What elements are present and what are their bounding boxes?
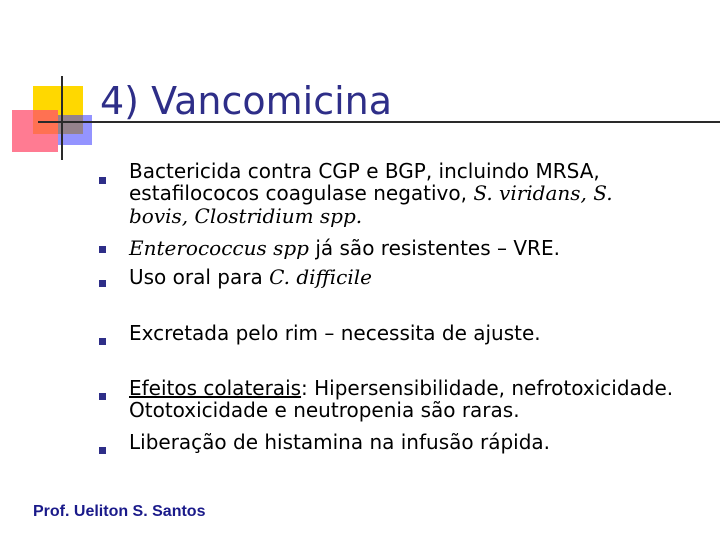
- footer-author: Prof. Ueliton S. Santos: [33, 503, 206, 520]
- bullet-text-line: Ototoxicidade e neutropenia são raras.: [129, 398, 520, 422]
- bullet-text: Excretada pelo rim – necessita de ajuste.: [129, 321, 541, 345]
- bullet-text-underlined: Efeitos colaterais: [129, 376, 302, 400]
- blue-square-decoration: [58, 115, 92, 145]
- bullet-text-italic: Enterococcus spp: [129, 236, 309, 260]
- bullet-item: [129, 237, 560, 259]
- square-bullet-icon: [99, 177, 106, 184]
- bullet-text-line: [129, 377, 673, 399]
- bullet-item: [129, 377, 673, 421]
- bullet-text: já são resistentes – VRE.: [308, 236, 560, 260]
- bullet-text-italic: bovis, Clostridium spp.: [129, 204, 363, 228]
- square-bullet-icon: [99, 393, 106, 400]
- bullet-text: estafilococos coagulase negativo,: [129, 181, 474, 205]
- bullet-item: [129, 322, 541, 344]
- bullet-text: Uso oral para: [129, 265, 270, 289]
- vertical-divider: [61, 76, 63, 160]
- bullet-text: Liberação de histamina na infusão rápida.: [129, 430, 551, 454]
- bullet-text-italic: S. viridans, S.: [473, 181, 613, 205]
- square-bullet-icon: [99, 338, 106, 345]
- square-bullet-icon: [99, 280, 106, 287]
- bullet-text-italic: C. difficile: [269, 265, 372, 289]
- bullet-item: [129, 431, 550, 453]
- bullet-text: : Hipersensibilidade, nefrotoxicidade.: [301, 376, 674, 400]
- bullet-text-line: Bactericida contra CGP e BGP, incluindo MRSA,: [129, 159, 600, 183]
- bullet-text-line: [129, 182, 613, 204]
- red-square-decoration: [12, 110, 58, 152]
- bullet-item: [129, 266, 372, 288]
- slide-title: 4) Vancomicina: [100, 79, 393, 123]
- bullet-item: [129, 160, 613, 228]
- square-bullet-icon: [99, 246, 106, 253]
- square-bullet-icon: [99, 447, 106, 454]
